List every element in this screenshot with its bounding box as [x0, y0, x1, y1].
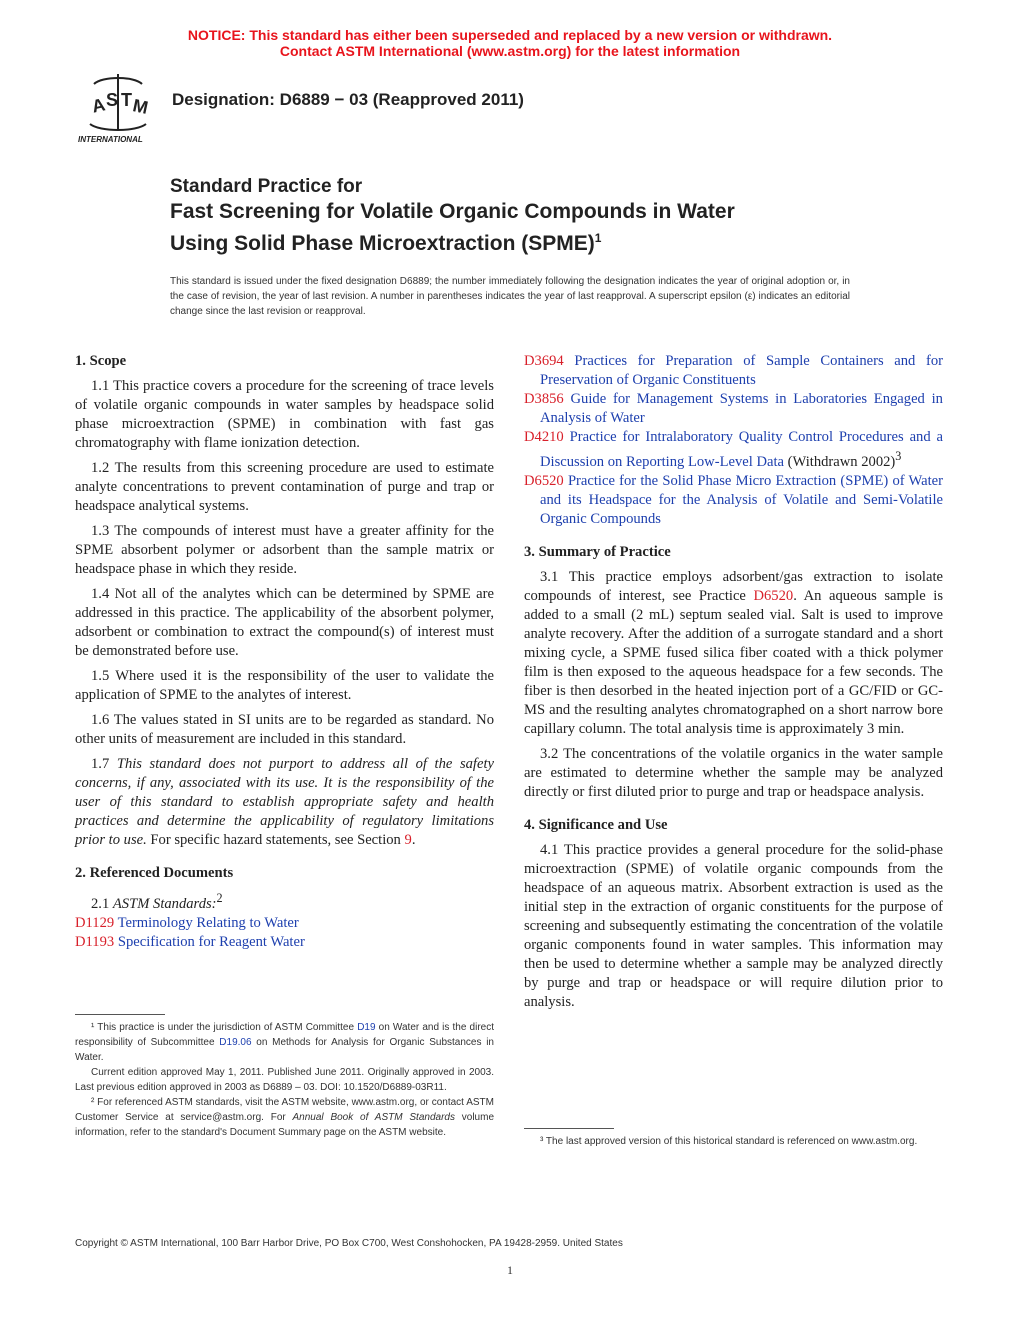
footnote-1-end: on Methods for Analysis for Organic Substances in Water. [75, 1037, 494, 1063]
para-1-3: 1.3 The compounds of interest must have a greater affinity for the SPME absorbent polymer or adsorbent than the sample matrix or headspace phase in which they reside. [75, 523, 494, 577]
para-1-1: 1.1 This practice covers a procedure for the screening of trace levels of volatile organic compounds in water samples by headspace solid phase microextraction (SPME) in combination with fast gas chromatography with flame ionization detection. [75, 378, 494, 451]
notice-line-1: NOTICE: This standard has either been superseded and replaced by a new version or withdrawn. [187, 27, 833, 43]
para-4-1: 4.1 This practice provides a general procedure for the solid-phase microextraction (SPME) of volatile organic compounds from the headspace of an aqueous matrix. Absorbent extraction is used as the initial step in the extraction of organic constituents for the purpose of screening and subsequently estimating the concentration of the volatile organic components found in water samples. This information may then be used to determine whether a sample may be analyzed directly by purge and trap or headspace or will require dilution prior to analysis. [524, 841, 943, 1010]
para-1-2: 1.2 The results from this screening procedure are used to estimate analyte concentrations to prevent contamination of purge and trap or headspace analytical systems. [75, 460, 494, 514]
withdrawn-note: (Withdrawn 2002) [787, 453, 896, 470]
reference-title-link[interactable]: Terminology Relating to Water [117, 914, 299, 931]
footnote-1 [75, 1020, 494, 1065]
para-1-7 [75, 755, 494, 850]
footnotes-left [75, 1014, 494, 1140]
designation: Designation: D6889 − 03 (Reapproved 2011) [172, 90, 524, 109]
reference-title-link[interactable]: Specification for Reagent Water [117, 933, 305, 950]
scope-heading: 1. Scope [75, 353, 127, 369]
para-1-4: 1.4 Not all of the analytes which can be determined by SPME are addressed in this practice. The applicability of the absorbent polymer, adsorbent or combination to extract the compound(s) of interest must be demonstrated before use. [75, 586, 494, 659]
footnote-3: ³ The last approved version of this historical standard is referenced on www.astm.org. [540, 1136, 918, 1147]
para-1-7-num: 1.7 [91, 756, 117, 772]
astm-logo-mark [76, 72, 160, 144]
footnote-1-edition: Current edition approved May 1, 2011. Published June 2011. Originally approved in 2003. Last previous edition approved in 2003 as D6889 – 03. DOI: 10.1520/D6889-03R11. [75, 1067, 494, 1093]
committee-d19-link[interactable]: D19 [357, 1022, 376, 1033]
footnote-2-end: volume information, refer to the standard's Document Summary page on the ASTM website. [75, 1112, 494, 1138]
title-line-3-text: Using Solid Phase Microextraction (SPME) [170, 232, 595, 255]
notice-line-2: Contact ASTM International (www.astm.org) for the latest information [279, 43, 741, 59]
reference-title-link[interactable]: Practices for Preparation of Sample Containers and for Preservation of Organic Constituents [540, 353, 943, 388]
para-3-2: 3.2 The concentrations of the volatile organics in the water sample are estimated to determine whether the sample may be analyzed directly or first diluted prior to purge and trap or headspace analysis. [524, 745, 943, 800]
footnote-2-mark: 2 [216, 891, 223, 905]
footnote-3-mark: 3 [895, 449, 902, 463]
para-1-7-caveat: This standard does not purport to address all of the safety concerns, if any, associated with its use. It is the responsibility of the user of this standard to establish appropriate safety and health practices and determine the applicability of regulatory limitations prior to use. [75, 756, 494, 848]
d6520-link[interactable]: D6520 [753, 587, 794, 604]
title-line-2: Fast Screening for Volatile Organic Compounds in Water [170, 200, 735, 223]
left-column [75, 352, 494, 952]
footnote-1-start: ¹ This practice is under the jurisdiction of ASTM Committee [91, 1022, 358, 1033]
superseded-notice [0, 27, 1020, 59]
reference-item [524, 428, 943, 472]
reference-title-link[interactable]: Practice for the Solid Phase Micro Extraction (SPME) of Water and its Headspace for the Analysis of Volatile and Semi-Volatile Organic Compounds [540, 472, 944, 527]
reference-code-link[interactable]: D1129 [75, 914, 115, 931]
subcommittee-d19-06-link[interactable]: D19.06 [219, 1037, 252, 1048]
para-1-5: 1.5 Where used it is the responsibility of the user to validate the application of SPME to the analytes of interest. [75, 668, 494, 703]
para-2-1-num: 2.1 [91, 895, 113, 912]
reference-item [75, 933, 494, 952]
para-3-1 [524, 568, 943, 739]
svg-text:A: A [90, 94, 107, 117]
para-1-7-tail: For specific hazard statements, see Section [146, 832, 405, 848]
svg-text:M: M [131, 95, 150, 118]
footnotes-right [524, 1128, 943, 1149]
astm-standards-label: ASTM Standards: [112, 895, 217, 912]
copyright-line: Copyright © ASTM International, 100 Barr Harbor Drive, PO Box C700, West Conshohocken, PA 19428-2959. United States [75, 1238, 623, 1249]
logo-subtitle: INTERNATIONAL [78, 135, 143, 144]
annual-book-title: Annual Book of ASTM Standards [292, 1112, 455, 1123]
reference-code-link[interactable]: D6520 [524, 472, 564, 489]
footnote-2 [75, 1095, 494, 1140]
referenced-documents-heading: 2. Referenced Documents [75, 865, 234, 881]
reference-code-link[interactable]: D3856 [524, 391, 564, 407]
reference-code-link[interactable]: D3694 [524, 353, 564, 369]
reference-code-link[interactable]: D4210 [524, 429, 564, 445]
reference-code-link[interactable]: D1193 [75, 933, 115, 950]
section-9-link[interactable]: 9 [404, 832, 412, 848]
para-1-6: 1.6 The values stated in SI units are to be regarded as standard. No other units of measurement are included in this standard. [75, 712, 494, 747]
reference-title-link[interactable]: Guide for Management Systems in Laboratories Engaged in Analysis of Water [540, 391, 943, 426]
para-3-1-rest: . An aqueous sample is added to a small (2 mL) septum sealed vial. Salt is used to improve analyte recovery. After the addition of a surrogate standard and a short mixing cycle, a SPME fused silica fiber coated with a thick polymer film is then exposed to the aqueous headspace for a few seconds. The fiber is then desorbed in the heated injection port of a GC/FID or GC-MS and the resulting analytes chromatographed on a short narrow bore capillary column. The total analysis time is approximately 3 min. [524, 587, 944, 737]
svg-text:T: T [121, 90, 132, 110]
astm-logo [76, 72, 160, 144]
issuance-statement: This standard is issued under the fixed designation D6889; the number immediately following the designation indicates the year of original adoption or, in the case of revision, the year of last revision. A number in parentheses indicates the year of last reapproval. A superscript epsilon (ε) indicates an editorial change since the last revision or reapproval. [170, 276, 850, 317]
reference-item [524, 352, 943, 390]
svg-text:S: S [106, 90, 119, 110]
reference-item [524, 472, 943, 529]
reference-item [75, 914, 494, 933]
para-2-1 [75, 889, 494, 914]
footnote-1-mid: on Water and is the direct responsibility of Subcommittee [75, 1022, 494, 1048]
document-title [170, 175, 735, 257]
significance-heading: 4. Significance and Use [524, 816, 668, 833]
title-line-1: Standard Practice for [170, 176, 363, 197]
para-1-7-end: . [411, 832, 416, 848]
title-line-3 [170, 225, 735, 257]
reference-title-link[interactable]: Practice for Intralaboratory Quality Control Procedures and a Discussion on Reporting Low-Level Data [540, 429, 943, 470]
summary-heading: 3. Summary of Practice [524, 543, 671, 560]
reference-item [524, 390, 943, 428]
footnote-2-start: ² For referenced ASTM standards, visit the ASTM website, www.astm.org, or contact ASTM Customer Service at service@astm.org. For [75, 1097, 494, 1123]
title-footnote-mark: 1 [594, 231, 602, 245]
page-number: 1 [507, 1263, 513, 1277]
right-column [524, 352, 943, 1018]
para-3-1-start: 3.1 This practice employs adsorbent/gas extraction to isolate compounds of interest, see Practice [524, 568, 943, 604]
